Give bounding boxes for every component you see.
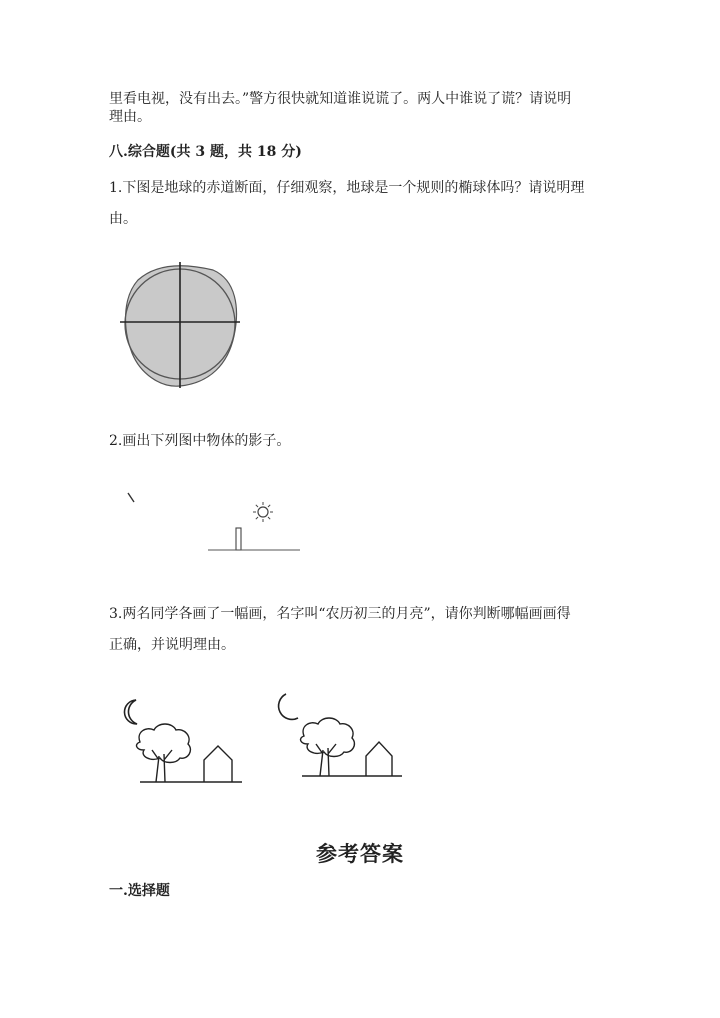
sun-icon bbox=[253, 502, 273, 522]
drawing-right bbox=[279, 694, 402, 776]
answers-title: 参考答案 bbox=[316, 841, 404, 866]
house-right-icon bbox=[366, 742, 392, 776]
question-2-line-1: 2.画出下列图中物体的影子。 bbox=[109, 433, 291, 449]
answers-section-heading: 一.选择题 bbox=[109, 883, 170, 899]
intro-line-1: 里看电视，没有出去。”警方很快就知道谁说谎了。两人中谁说了谎？请说明 bbox=[109, 91, 572, 107]
drawing-left bbox=[124, 700, 242, 782]
shadow-figure bbox=[120, 490, 310, 560]
tree-left-icon bbox=[137, 724, 191, 782]
crescent-moon-left-icon bbox=[124, 700, 137, 724]
intro-line-2: 理由。 bbox=[109, 109, 151, 125]
section-heading: 八.综合题(共 3 题，共 18 分) bbox=[109, 144, 302, 160]
house-left-icon bbox=[204, 746, 232, 782]
crescent-moon-right-icon bbox=[279, 694, 298, 719]
question-3-line-2: 正确，并说明理由。 bbox=[109, 637, 235, 653]
moon-drawings-figure bbox=[110, 690, 440, 800]
question-3-line-1: 3.两名同学各画了一幅画，名字叫“农历初三的月亮”，请你判断哪幅画画得 bbox=[109, 606, 571, 622]
question-1-line-2: 由。 bbox=[109, 211, 137, 227]
earth-cross-section-figure bbox=[118, 258, 243, 393]
tree-right-icon bbox=[301, 718, 355, 776]
question-1-line-1: 1.下图是地球的赤道断面，仔细观察，地球是一个规则的椭球体吗？请说明理 bbox=[109, 180, 585, 196]
small-mark-icon bbox=[128, 493, 134, 502]
pole bbox=[236, 528, 241, 550]
